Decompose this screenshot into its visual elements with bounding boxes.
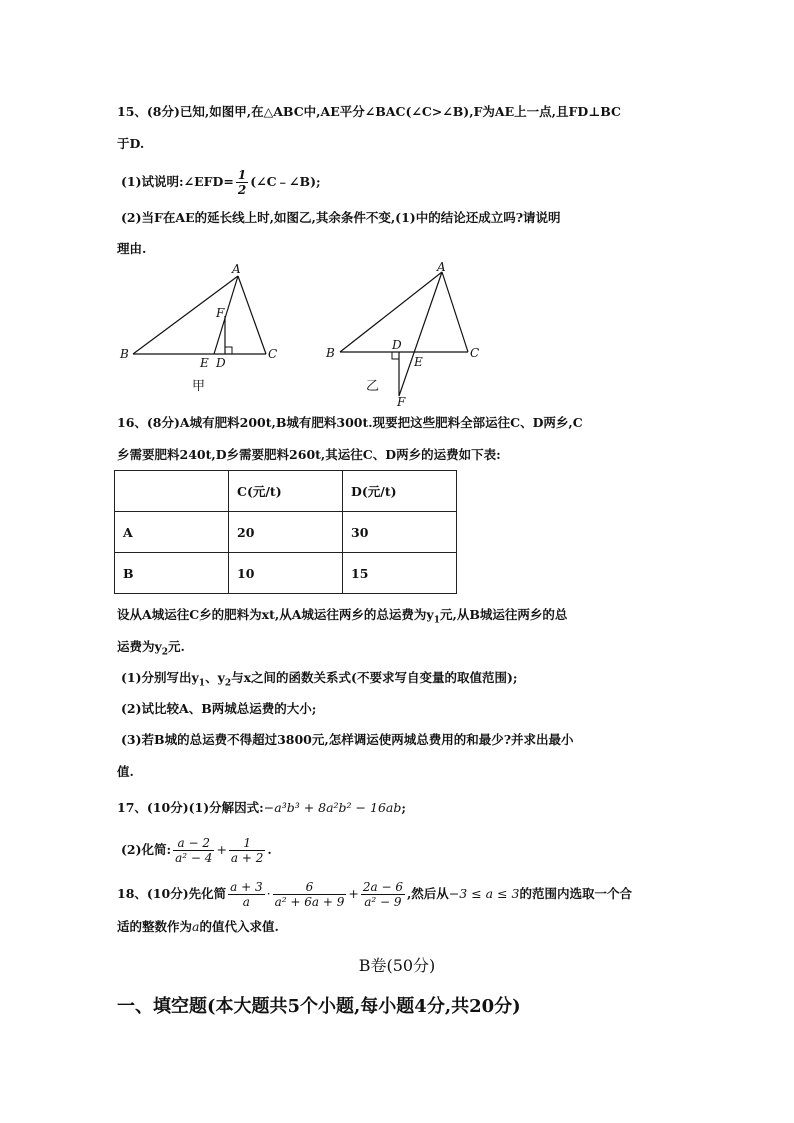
- fig1-point-D: D: [216, 356, 226, 370]
- figure-jia: [110, 258, 290, 398]
- table-row: [115, 512, 457, 553]
- q17-fraction-2: $\frac{1}{a + 2}$: [230, 836, 264, 865]
- table-cell: A: [115, 512, 229, 553]
- fig2-point-A: A: [437, 260, 446, 274]
- fig2-point-B: B: [326, 346, 335, 360]
- table-cell: [115, 471, 229, 512]
- table-cell: B: [115, 553, 229, 594]
- q15-part1-prefix: (1)试说明:∠EFD=: [121, 174, 234, 189]
- table-header-row: [115, 471, 457, 512]
- fig1-point-A: A: [232, 262, 241, 276]
- q15-part1-suffix: (∠C﹣∠B);: [250, 174, 321, 189]
- table-cell: 30: [343, 512, 457, 553]
- fig2-point-F: F: [397, 395, 406, 409]
- q15-part2-line2: 理由.: [117, 241, 147, 256]
- q16-part1: (1)分别写出$y_1$、$y_2$与x之间的函数关系式(不要求写自变量的取值范围);: [121, 670, 518, 689]
- q16-part3-line2: 值.: [117, 764, 134, 779]
- q15-line1: 15、(8分)已知,如图甲,在△ABC中,AE平分∠BAC(∠C>∠B),F为AE上一点,且FD⊥BC: [117, 104, 621, 119]
- q18-range: −3 ≤ a ≤ 3: [448, 886, 520, 901]
- fig1-point-B: B: [120, 347, 129, 361]
- cost-table: [114, 470, 457, 594]
- fig2-point-E: E: [414, 355, 423, 369]
- table-cell: 15: [343, 553, 457, 594]
- q17-expression: −a³b³ + 8a²b² − 16ab: [263, 800, 402, 815]
- q18-line1: 18、(10分)先化简 $\frac{a + 3}{a}$ · $\frac{6}{\text{a² + 6a + 9}}$ + $\frac{2a - 6}{\text{a² − 9}}$ ,然后从−3 ≤ a ≤ 3的范围内选取一个合: [117, 880, 633, 909]
- q17-line1: 17、(10分)(1)分解因式:−a³b³ + 8a²b² − 16ab;: [117, 800, 406, 815]
- figure-yi: [318, 258, 508, 418]
- fig2-point-C: C: [470, 346, 480, 360]
- q16-line2: 乡需要肥料240t,D乡需要肥料260t,其运往C、D两乡的运费如下表:: [117, 447, 501, 462]
- q16-line1: 16、(8分)A城有肥料200t,B城有肥料300t.现要把这些肥料全部运往C、D两乡,C: [117, 415, 583, 430]
- q15-part2-line1: (2)当F在AE的延长线上时,如图乙,其余条件不变,(1)中的结论还成立吗?请说明: [121, 210, 561, 225]
- q15-part1: [121, 168, 321, 197]
- table-cell: D(元/t): [343, 471, 457, 512]
- q18-line2: 适的整数作为a的值代入求值.: [117, 919, 279, 934]
- table-cell: 20: [229, 512, 343, 553]
- q17-fraction-1: $\frac{a - 2}{\text{a² − 4}}$: [175, 836, 213, 865]
- table-row: [115, 553, 457, 594]
- q18-fraction-1: $\frac{a + 3}{a}$: [230, 880, 263, 909]
- section-b-title: B卷(50分): [358, 956, 436, 975]
- section-b-subtitle: 一、填空题(本大题共5个小题,每小题4分,共20分): [117, 996, 521, 1017]
- fig1-label: 甲: [192, 379, 206, 394]
- fig1-point-C: C: [268, 347, 278, 361]
- fig1-point-F: F: [216, 306, 225, 320]
- table-cell: 10: [229, 553, 343, 594]
- q16-part2: (2)试比较A、B两城总运费的大小;: [121, 701, 317, 716]
- q15-fraction: $\frac{1}{2}$: [237, 168, 247, 197]
- q17-line2: (2)化简: $\frac{a - 2}{\text{a² − 4}}$ + $\frac{1}{a + 2}$ .: [121, 836, 272, 865]
- fig1-point-E: E: [200, 356, 209, 370]
- table-cell: C(元/t): [229, 471, 343, 512]
- fig2-label: 乙: [366, 379, 380, 394]
- q15-line2: 于D.: [117, 136, 145, 151]
- q16-part3-line1: (3)若B城的总运费不得超过3800元,怎样调运使两城总费用的和最少?并求出最小: [121, 732, 574, 747]
- q16-after-line1: 设从A城运往C乡的肥料为xt,从A城运往两乡的总运费为$y_1$元,从B城运往两乡的总: [117, 607, 568, 626]
- q18-fraction-2: $\frac{6}{\text{a² + 6a + 9}}$: [274, 880, 345, 909]
- q16-after-line2: 运费为$y_2$元.: [117, 639, 185, 658]
- fig2-point-D: D: [392, 338, 402, 352]
- q18-fraction-3: $\frac{2a - 6}{\text{a² − 9}}$: [362, 880, 403, 909]
